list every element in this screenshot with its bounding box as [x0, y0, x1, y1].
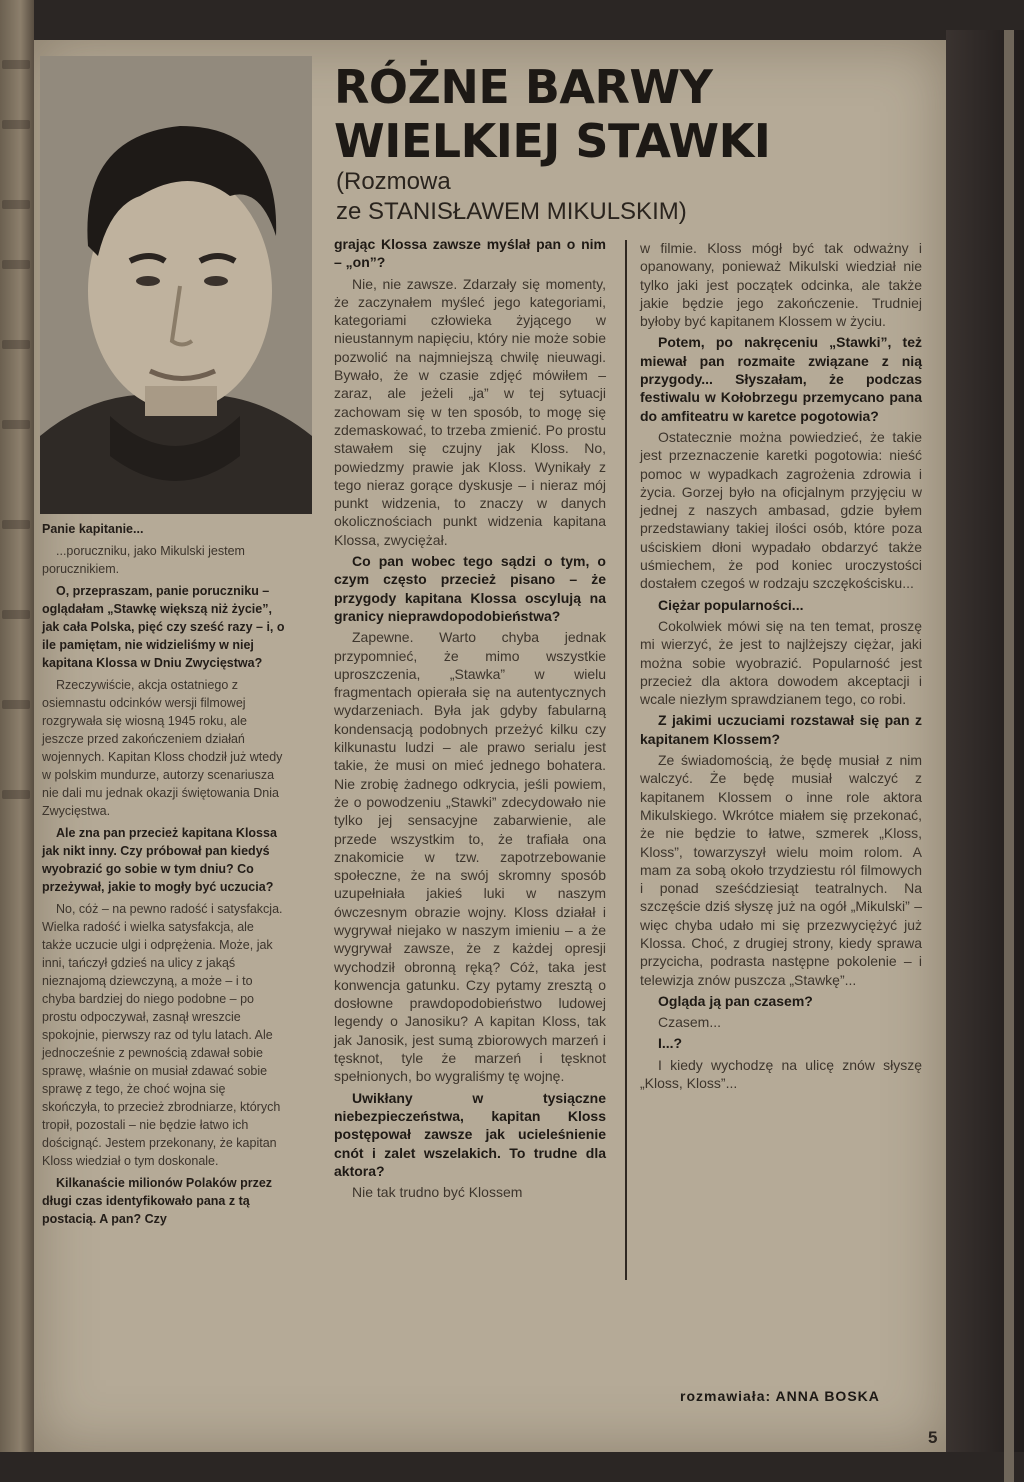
previous-page-edge: [0, 0, 34, 1452]
portrait-photo: [40, 56, 312, 514]
question: Potem, po nakręceniu „Stawki”, też miewał pan rozmaite związane z nią przygody... Słyszałam, że podczas festiwalu w Kołobrzegu przemycano pana do amfiteatru w karetce pogotowia?: [640, 334, 922, 424]
question: Uwikłany w tysiączne niebezpieczeństwa, kapitan Kloss postępował zawsze jak ucieleśnienie cnót i zalet wszelakich. To trudne dla aktora?: [334, 1089, 606, 1179]
article-subtitle: [336, 167, 936, 227]
question: Ogląda ją pan czasem?: [658, 992, 813, 1009]
answer: Cokolwiek mówi się na ten temat, proszę mi wierzyć, że jest to najlżejszy ciężar, jaki można sobie wyobrazić. Popularność jest przecież dla aktora dowodem akceptacji i wcale niezłym sprawdzianem tego, co robi.: [640, 617, 922, 708]
page-number: 5: [928, 1428, 938, 1447]
caption-lead: Panie kapitanie...: [42, 522, 144, 536]
subtitle-line-1: (Rozmowa: [336, 168, 451, 195]
question: Ciężar popularności...: [658, 596, 804, 613]
question: Kilkanaście milionów Polaków przez długi czas identyfikowało pana z tą postacią. A pan? Czy: [42, 1176, 273, 1226]
caption-paragraph: ...poruczniku, jako Mikulski jestem porucznikiem.: [42, 544, 245, 576]
question: Ale zna pan przecież kapitana Klossa jak nikt inny. Czy próbował pan kiedyś wyobrazić go sobie w tym dniu? Co przeżywał, jakie to mogły być uczucia?: [42, 826, 277, 894]
right-column: [640, 239, 922, 1095]
answer: Ze świadomością, że będę musiał z nim walczyć. Że będę musiał walczyć z kapitanem Klossem o inne role aktora Mikulskiego. Wkrótce miałem się przekonać, że nie będzie to łatwe, szmerek „Kloss, Kloss”, towarzyszył wielu moim rolom. A mam za sobą około trzydziestu ról filmowych i ponad sześćdziesiąt teatralnych. Na szczęście dziś słyszę już na ogół „Mikulski” – więc chyba udało mi się przezwyciężyć już Klossa. Choć, z drugiej strony, kiedy sprawa przycicha, podrasta następne pokolenie – i telewizja znów puszcza „Stawkę”...: [640, 752, 922, 988]
title-line-1: RÓŻNE BARWY: [334, 60, 713, 114]
right-page-edge: [946, 30, 1024, 1452]
question: grając Klossa zawsze myślał pan o nim – „on”?: [334, 236, 606, 271]
left-column: [42, 520, 287, 1232]
subtitle-line-2: ze STANISŁAWEM MIKULSKIM): [336, 198, 687, 225]
answer: Nie, nie zawsze. Zdarzały się momenty, że zaczynałem myśleć jego kategoriami, kategoriami człowieka żyjącego w nieustannym napięciu, który nie może sobie pozwolić na najmniejszą chwilę nieuwagi. Bywało, że w czasie zdjęć mówiłem – zaraz, ale jeżeli „ja” w tej sytuacji zachowam się w ten sposób, to mogę się zdemaskować, to trzeba zmienić. Po prostu stawałem się czujny jak Kloss. No, powiedzmy prawie jak Kloss. Wynikały z tego nieraz gorące dyskusje – i nieraz mój punkt widzenia, to znaczy w danych okolicznościach punkt widzenia kapitana Klossa, zwyciężał.: [334, 275, 606, 548]
answer: I kiedy wychodzę na ulicę znów słyszę „Kloss, Kloss”...: [640, 1056, 922, 1092]
answer: w filmie. Kloss mógł być tak odważny i opanowany, ponieważ Mikulski wiedział nie tylko jaki jest początek odcinka, ale także jakie będzie jego zakończenie. Trudniej byłoby być kapitanem Klossem w życiu.: [640, 240, 922, 330]
question: Z jakimi uczuciami rozstawał się pan z kapitanem Klossem?: [640, 712, 922, 747]
answer: Ostatecznie można powiedzieć, że takie jest przeznaczenie karetki pogotowia: nieść pomoc w wypadkach zagrożenia zdrowia i życia. Gorzej było na oficjalnym przyjęciu w jednej z naszych ambasad, gdzie byłem przedstawiany takiej ilości osób, które poza uściskiem dłoni wypadało obdarzyć także uśmiechem, że pod koniec uroczystości dostałem czegoś w rodzaju szczękościsku...: [640, 428, 922, 592]
answer: Nie tak trudno być Klossem: [352, 1184, 523, 1201]
answer: Rzeczywiście, akcja ostatniego z osiemnastu odcinków wersji filmowej rozgrywała się wiosną 1945 roku, ale jeszcze przed zakończeniem działań wojennych. Kapitan Kloss chodził już wtedy w polskim mundurze, autorzy scenariusza nie dali mu jednak okazji świętowania Dnia Zwycięstwa.: [42, 678, 283, 818]
question: O, przepraszam, panie poruczniku – oglądałam „Stawkę większą niż życie”, jak cała Polska, pięć czy sześć razy – i, o ile pamiętam, nie widzieliśmy w niej kapitana Klossa w Dniu Zwycięstwa?: [42, 584, 285, 670]
answer: Zapewne. Warto chyba jednak przypomnieć, że mimo wszystkie uproszczenia, „Stawka” w wielu fragmentach opierała się na autentycznych wydarzeniach. Była jak gdyby fabularną kondensacją podobnych przeżyć kilku czy kilkunastu ludzi – ale prawo serialu jest takie, że musi on mieć jednego bohatera. Nie zrobię żadnego odkrycia, jeśli powiem, że o powodzeniu „Stawki” zdecydowało nie tylko jej sensacyjne zabarwienie, ale przede wszystkim to, że trafiała ona znakomicie w tzw. zapotrzebowanie społeczne, że na swój skromny sposób uzupełniała jakieś luki w naszym ówczesnym obrazie wojny. Kloss działał i wygrywał niejako w naszym imieniu – a że wygrywał zawsze, że z każdej opresji wychodził obronną ręką? Cóż, taka jest konwencja gatunku. Czy pytamy zresztą o dosłowne prawdopodobieństwo ludowej legendy o Janosiku? A kapitan Kloss, tak jak Janosik, jest sumą zbiorowych marzeń i tęsknot, tyle że marzeń i tęsknot spełnionych, bo wygraliśmy tę wojnę.: [334, 629, 606, 1085]
title-line-2: WIELKIEJ STAWKI: [334, 114, 771, 168]
middle-column: [334, 235, 606, 1204]
column-divider: [625, 240, 627, 1280]
answer: Czasem...: [658, 1014, 722, 1031]
answer: No, cóż – na pewno radość i satysfakcja. Wielka radość i wielka satysfakcja, ale także uczucie ulgi i odprężenia. Może, jak inni, tańczył gdzieś na ulicy z jakąś nieznajomą dziewczyną, a może – i to chyba bardziej do niego podobne – po prostu odpoczywał, zasnął wreszcie spokojnie, pierwszy raz od tylu latach. Ale jednocześnie z pewnością zdawał sobie sprawę, właśnie on musiał zdawać sobie sprawę z tego, że choć wojna się skończyła, to przecież zbrodniarze, których tropił, pozostali – nie będzie łatwo ich doścignąć. Jestem przekonany, że kapitan Kloss wiedział o tym doskonale.: [42, 902, 283, 1168]
question: I...?: [658, 1035, 683, 1052]
author-signature: rozmawiała: ANNA BOSKA: [680, 1388, 880, 1404]
question: Co pan wobec tego sądzi o tym, o czym często przecież pisano – że przygody kapitana Klossa oscylują na granicy nieprawdopodobieństwa?: [334, 553, 606, 624]
article-title: [334, 60, 934, 168]
